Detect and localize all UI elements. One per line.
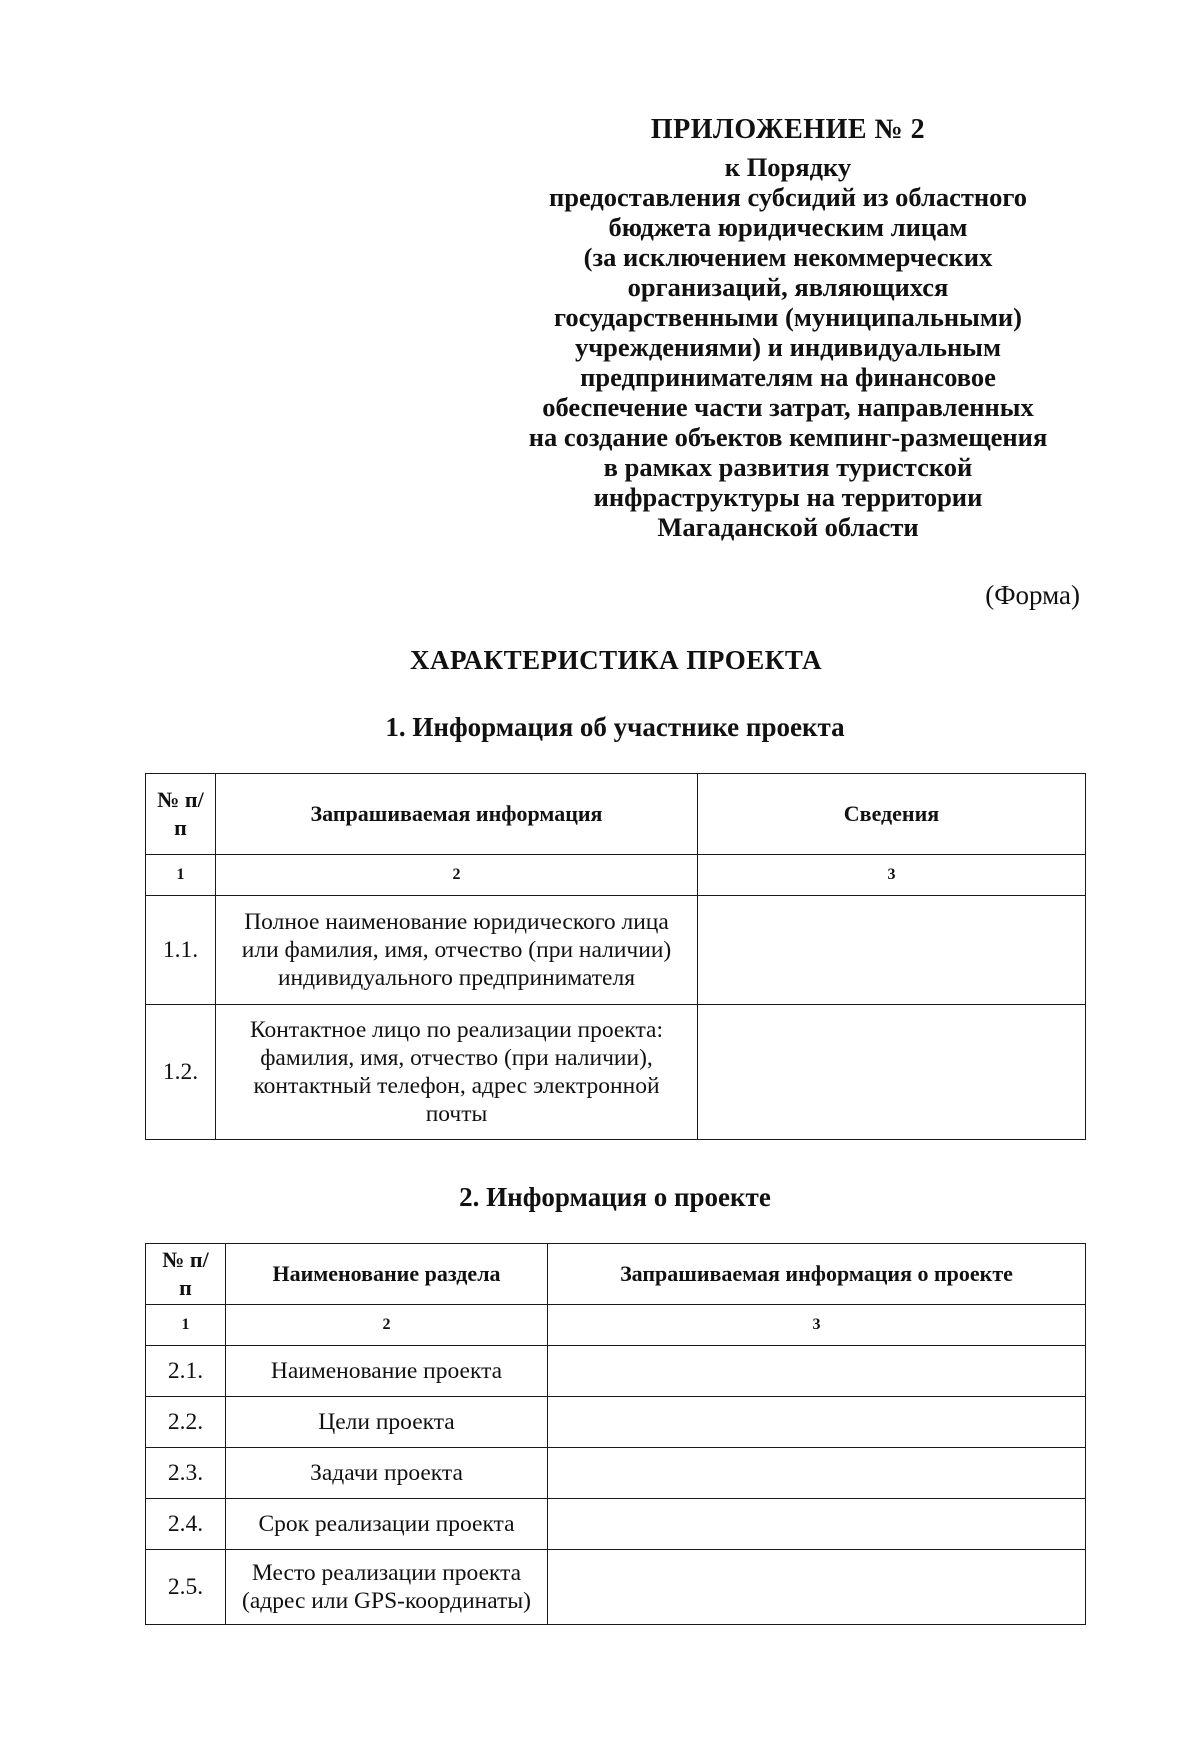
column-number: 3 [698, 855, 1086, 896]
column-number: 2 [226, 1305, 548, 1346]
row-number: 2.1. [146, 1346, 226, 1397]
row-number: 1.2. [146, 1005, 216, 1140]
row-project-info-field[interactable] [548, 1448, 1086, 1499]
row-number: 2.3. [146, 1448, 226, 1499]
participant-info-table [145, 773, 1086, 1140]
column-header-section-name: Наименование раздела [226, 1244, 548, 1305]
row-details-field[interactable] [698, 1005, 1086, 1140]
row-project-info-field[interactable] [548, 1499, 1086, 1550]
column-number: 1 [146, 855, 216, 896]
appendix-line: учреждениями) и индивидуальным [574, 332, 1002, 362]
column-header-number: № п/п [146, 1244, 226, 1305]
table-row [146, 1346, 1086, 1397]
table-row [146, 1448, 1086, 1499]
appendix-line: обеспечение части затрат, направленных [542, 392, 1034, 422]
appendix-line: государственными (муниципальными) [554, 302, 1022, 332]
table-row [146, 1550, 1086, 1625]
column-header-project-info: Запрашиваемая информация о проекте [548, 1244, 1086, 1305]
column-number: 2 [216, 855, 698, 896]
appendix-line: на создание объектов кемпинг-размещения [528, 422, 1048, 452]
row-project-info-field[interactable] [548, 1346, 1086, 1397]
form-label: (Форма) [985, 580, 1080, 610]
row-requested-info: Контактное лицо по реализации проекта: фамилия, имя, отчество (при наличии), контактный телефон, адрес электронной почты [216, 1005, 698, 1140]
appendix-line: к Порядку [724, 152, 852, 182]
column-number: 3 [548, 1305, 1086, 1346]
row-section-name: Место реализации проекта (адрес или GPS-координаты) [226, 1550, 548, 1625]
column-number-row [146, 855, 1086, 896]
table-row [146, 1499, 1086, 1550]
row-number: 1.1. [146, 896, 216, 1005]
row-section-name: Цели проекта [226, 1397, 548, 1448]
document-title: ХАРАКТЕРИСТИКА ПРОЕКТА [409, 645, 823, 675]
row-details-field[interactable] [698, 896, 1086, 1005]
table-row [146, 1005, 1086, 1140]
row-project-info-field[interactable] [548, 1397, 1086, 1448]
column-header-requested-info: Запрашиваемая информация [216, 774, 698, 855]
row-number: 2.5. [146, 1550, 226, 1625]
table-header-row [146, 1244, 1086, 1305]
appendix-subtitle [478, 152, 1098, 542]
appendix-line: бюджета юридическим лицам [608, 212, 968, 242]
appendix-line: предоставления субсидий из областного [548, 182, 1028, 212]
appendix-header [478, 112, 1098, 542]
row-section-name: Срок реализации проекта [226, 1499, 548, 1550]
row-section-name: Наименование проекта [226, 1346, 548, 1397]
appendix-line: организаций, являющихся [627, 272, 949, 302]
appendix-line: (за исключением некоммерческих [583, 242, 993, 272]
column-number: 1 [146, 1305, 226, 1346]
row-section-name: Задачи проекта [226, 1448, 548, 1499]
column-header-number: № п/п [146, 774, 216, 855]
column-header-details: Сведения [698, 774, 1086, 855]
row-number: 2.4. [146, 1499, 226, 1550]
appendix-line: в рамках развития туристской [603, 452, 973, 482]
section1-title: 1. Информация об участнике проекта [385, 712, 845, 742]
appendix-line: инфраструктуры на территории [593, 482, 983, 512]
row-project-info-field[interactable] [548, 1550, 1086, 1625]
row-number: 2.2. [146, 1397, 226, 1448]
table-row [146, 896, 1086, 1005]
row-requested-info: Полное наименование юридического лица или фамилия, имя, отчество (при наличии) индивидуального предпринимателя [216, 896, 698, 1005]
section2-title: 2. Информация о проекте [459, 1182, 771, 1212]
table-row [146, 1397, 1086, 1448]
project-info-table [145, 1243, 1086, 1625]
appendix-line: предпринимателям на финансовое [580, 362, 996, 392]
table-header-row [146, 774, 1086, 855]
appendix-line: Магаданской области [657, 512, 919, 542]
column-number-row [146, 1305, 1086, 1346]
appendix-title: ПРИЛОЖЕНИЕ № 2 [650, 114, 926, 145]
